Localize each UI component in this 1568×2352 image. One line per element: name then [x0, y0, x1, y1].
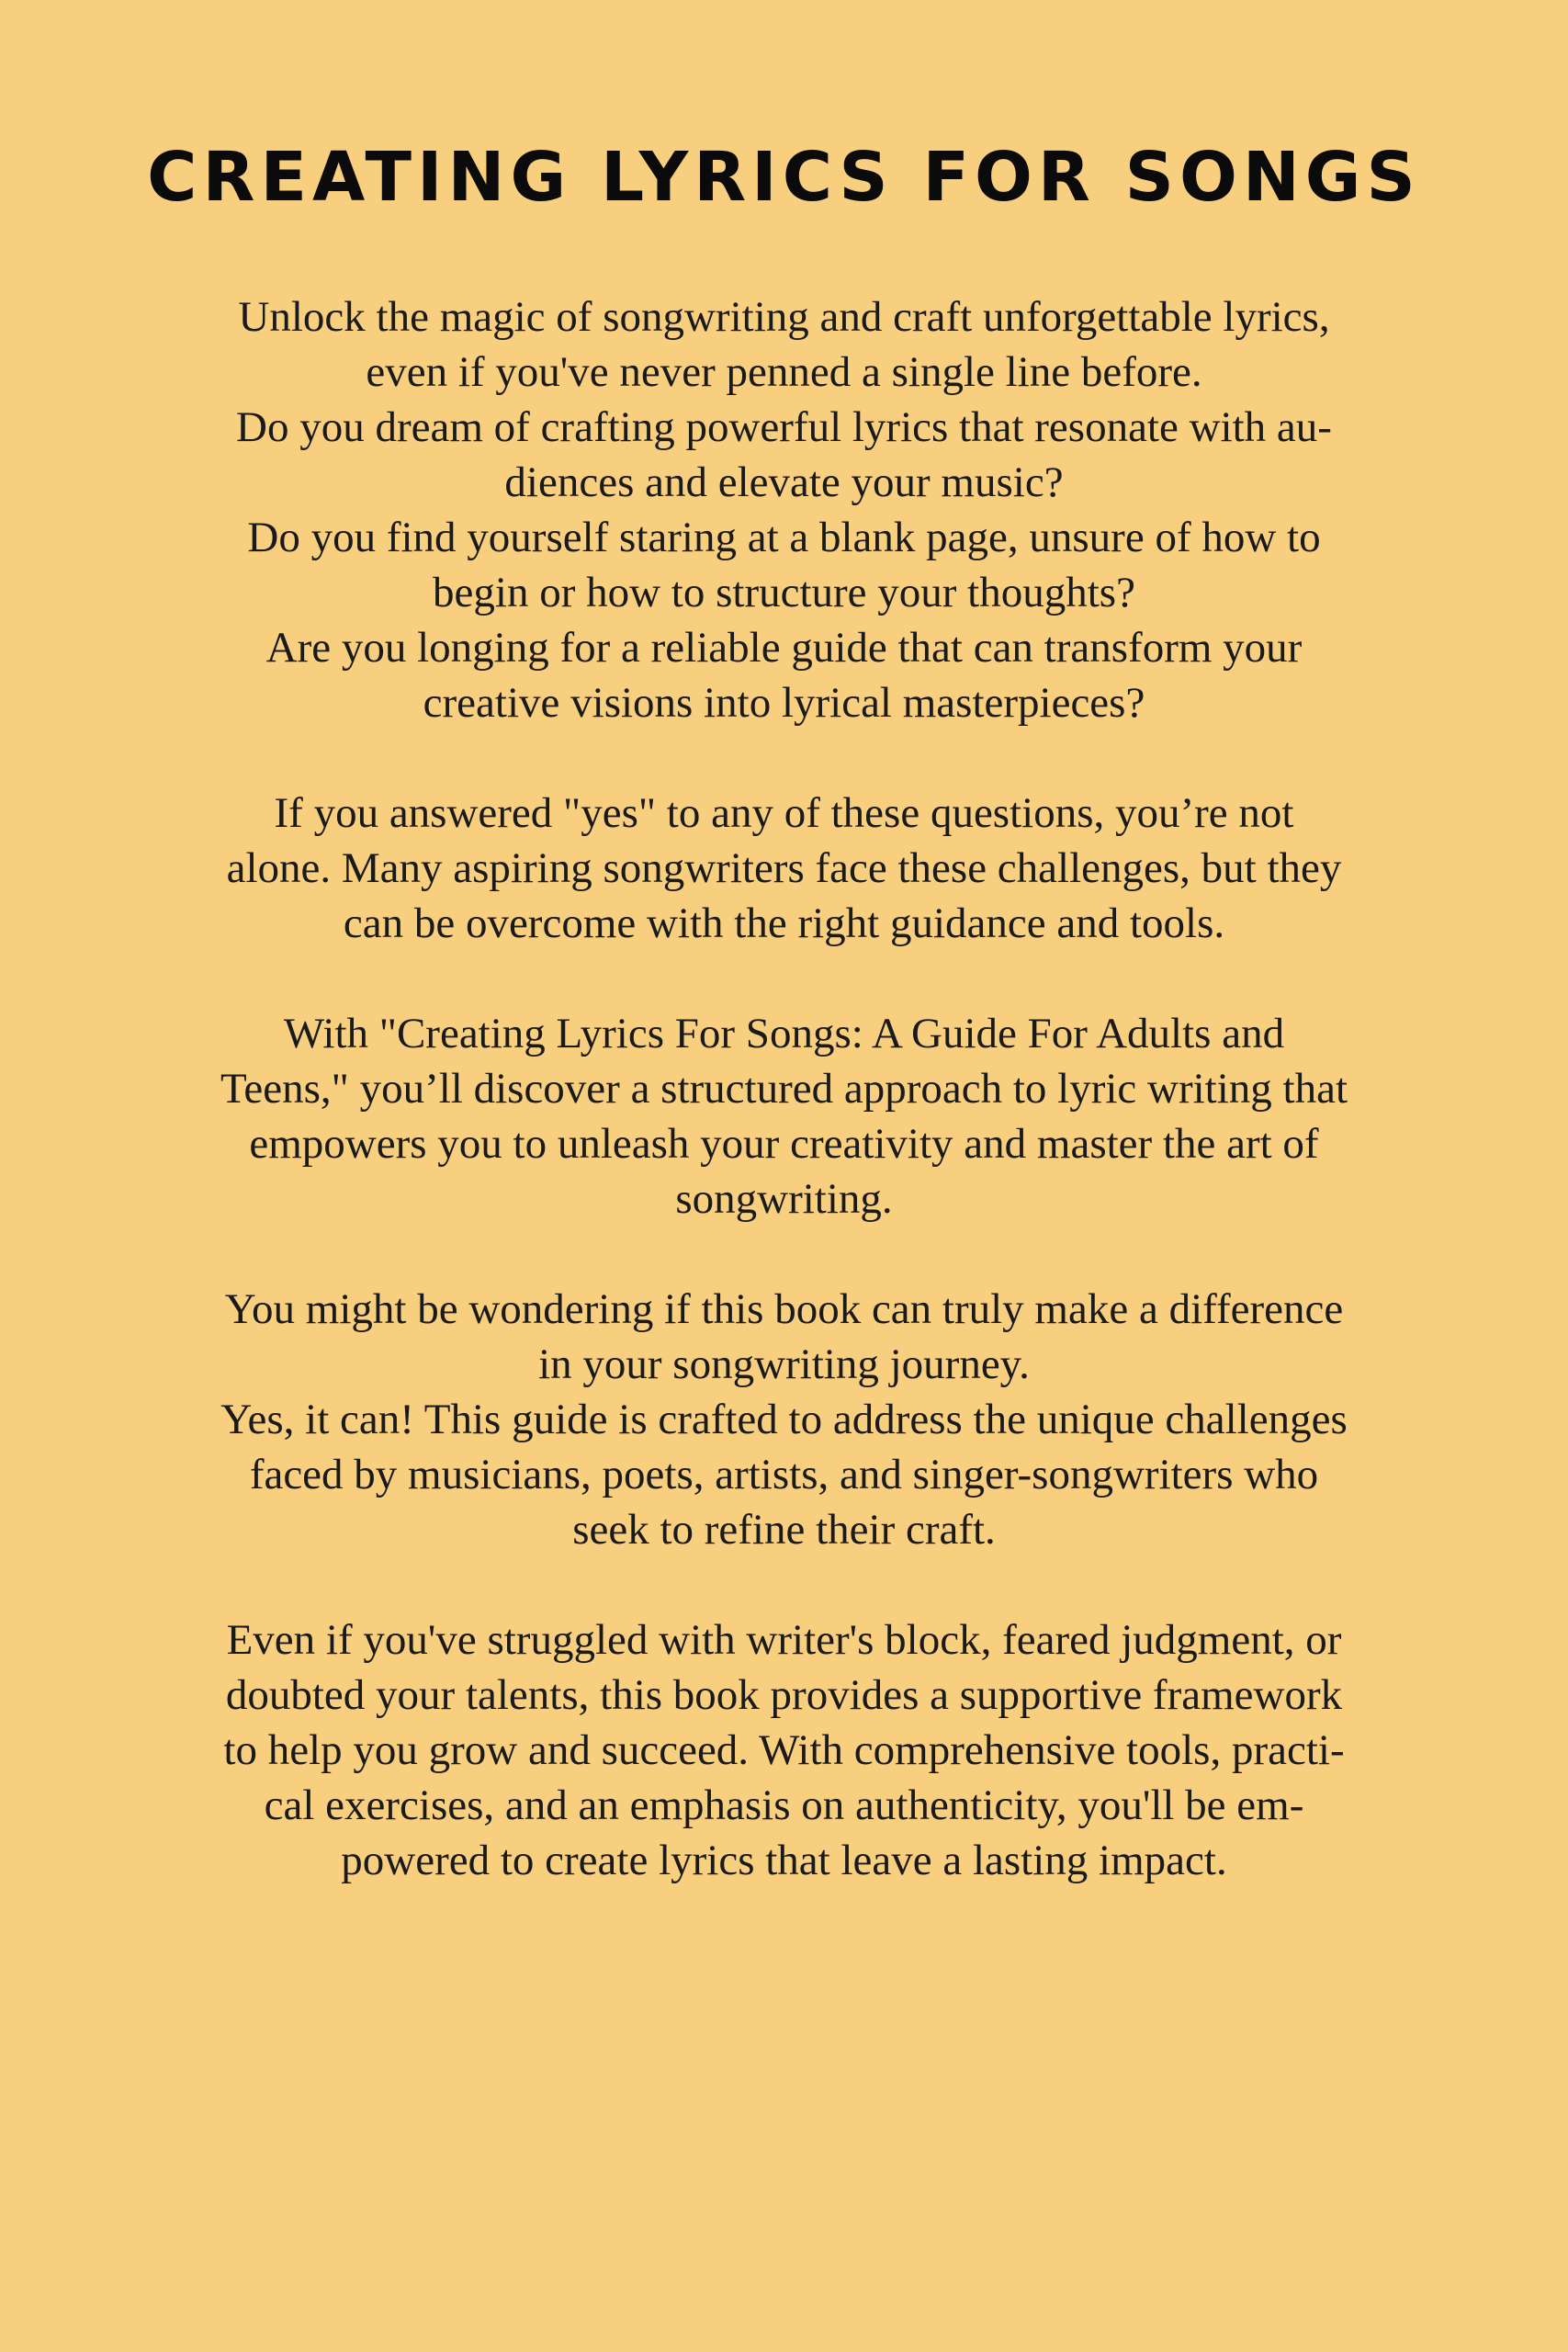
text-line: empowers you to unleash your creativity and master the art of: [249, 1120, 1319, 1168]
text-line: even if you've never penned a single line before.: [366, 348, 1202, 396]
paragraph-closing: [165, 1612, 1403, 1888]
paragraph-spacer: [165, 951, 1403, 1006]
text-line: in your songwriting journey.: [538, 1340, 1030, 1388]
paragraph-wondering: [165, 1282, 1403, 1557]
text-line: seek to refine their craft.: [572, 1506, 996, 1554]
paragraph-spacer: [165, 730, 1403, 786]
text-line: You might be wondering if this book can truly make a difference: [224, 1285, 1344, 1333]
text-line: Unlock the magic of songwriting and craft unforgettable lyrics,: [238, 293, 1330, 341]
paragraph-answer: [165, 786, 1403, 951]
text-line: to help you grow and succeed. With comprehensive tools, practi-: [223, 1726, 1345, 1774]
text-line: alone. Many aspiring songwriters face these challenges, but they: [226, 844, 1342, 892]
text-line: Even if you've struggled with writer's block, feared judgment, or: [226, 1616, 1342, 1664]
description-text: [165, 289, 1403, 1888]
text-line: creative visions into lyrical masterpieces?: [423, 679, 1145, 727]
text-line: Do you find yourself staring at a blank page, unsure of how to: [247, 514, 1321, 561]
paragraph-book: [165, 1006, 1403, 1227]
paragraph-spacer: [165, 1227, 1403, 1282]
text-line: Do you dream of crafting powerful lyrics that resonate with au-: [236, 403, 1332, 451]
text-line: Yes, it can! This guide is crafted to address the unique challenges: [220, 1396, 1348, 1443]
page-title: CREATING LYRICS FOR SONGS: [147, 138, 1421, 217]
text-line: powered to create lyrics that leave a lasting impact.: [341, 1837, 1227, 1884]
text-line: If you answered "yes" to any of these questions, you’re not: [274, 789, 1294, 837]
text-line: diences and elevate your music?: [504, 458, 1064, 506]
text-line: Are you longing for a reliable guide that can transform your: [265, 624, 1303, 672]
text-line: begin or how to structure your thoughts?: [433, 569, 1135, 616]
paragraph-spacer: [165, 1557, 1403, 1612]
text-line: cal exercises, and an emphasis on authenticity, you'll be em-: [264, 1781, 1304, 1829]
text-line: songwriting.: [675, 1175, 893, 1223]
text-line: doubted your talents, this book provides a supportive framework: [225, 1671, 1343, 1719]
paragraph-intro: [165, 289, 1403, 730]
text-line: Teens," you’ll discover a structured approach to lyric writing that: [220, 1065, 1348, 1113]
text-line: faced by musicians, poets, artists, and singer-songwriters who: [249, 1451, 1319, 1498]
text-line: can be overcome with the right guidance and tools.: [343, 899, 1225, 947]
text-line: With "Creating Lyrics For Songs: A Guide For Adults and: [283, 1010, 1285, 1057]
